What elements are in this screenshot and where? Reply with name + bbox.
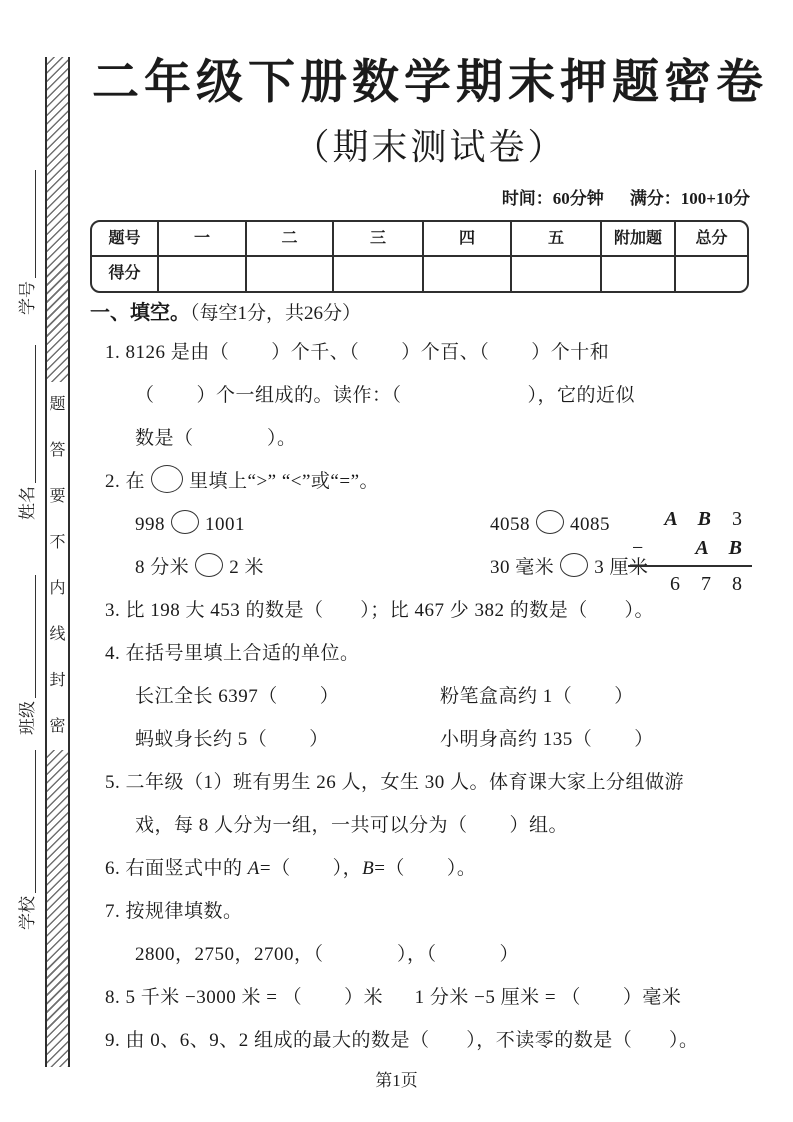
score-cell-empty <box>510 257 600 291</box>
question-text: =（ ）。 <box>374 858 477 879</box>
variable-b: B <box>362 858 375 879</box>
question-7-line-2 <box>90 933 770 976</box>
vform-digit: 3 <box>732 508 742 530</box>
seal-line-strip <box>45 57 70 1067</box>
seal-char: 封 <box>49 672 66 689</box>
question-text: 6. 右面竖式中的 <box>105 858 248 879</box>
section-note: （每空1分，共26分） <box>190 303 362 324</box>
score-table-header-cell: 总分 <box>674 222 747 257</box>
comparison-pair <box>490 546 649 589</box>
left-value: 30 毫米 <box>490 557 555 578</box>
question-list <box>90 331 770 1062</box>
question-4-line-3 <box>90 718 770 761</box>
class-label: 班级 <box>18 701 37 735</box>
question-text: 1. 8126 是由（ ）个千、（ ）个百、（ ）个十和 <box>105 342 610 363</box>
score-cell-empty <box>422 257 510 291</box>
question-text: 戏，每 8 人分为一组，一共可以分为（ ）组。 <box>135 815 569 836</box>
right-value: 3 厘米 <box>594 557 649 578</box>
seal-char: 密 <box>49 718 66 735</box>
question-text: 5. 二年级（1）班有男生 26 人，女生 30 人。体育课大家上分组做游 <box>105 772 685 793</box>
comparison-circle-blank <box>151 465 183 493</box>
page-number: 第1页 <box>375 1071 418 1090</box>
comparison-circle-blank <box>536 510 564 534</box>
question-text: 小明身高约 135（ ） <box>440 729 654 750</box>
right-value: 2 米 <box>229 557 265 578</box>
minus-sign: − <box>632 537 644 559</box>
hatch-pattern-bottom <box>47 750 68 1067</box>
question-text: 长江全长 6397（ ） <box>135 686 340 707</box>
seal-char: 题 <box>49 396 66 413</box>
class-field <box>14 575 40 735</box>
question-text: 4. 在括号里填上合适的单位。 <box>105 643 360 664</box>
score-table-header-cell: 五 <box>510 222 600 257</box>
seal-char: 不 <box>49 534 66 551</box>
question-text: 数是（ ）。 <box>135 428 297 449</box>
question-1-line-1 <box>90 331 770 374</box>
score-cell-empty <box>245 257 332 291</box>
question-text: 蚂蚁身长约 5（ ） <box>135 729 329 750</box>
vform-digits: 6 7 8 <box>670 573 742 595</box>
page-title: 二年级下册数学期末押题密卷 <box>92 57 768 109</box>
student-name-field <box>14 345 40 520</box>
comparison-circle-blank <box>195 553 223 577</box>
score-row-label: 得分 <box>108 265 141 282</box>
question-text: 9. 由 0、6、9、2 组成的最大的数是（ ），不读零的数是（ ）。 <box>105 1030 699 1051</box>
school-blank-line <box>35 750 36 893</box>
school-field <box>14 750 40 930</box>
left-value: 998 <box>135 514 165 535</box>
question-text: 2. 在 <box>105 471 146 492</box>
score-cell-empty <box>157 257 245 291</box>
score-cell-empty <box>332 257 422 291</box>
hatch-pattern-top <box>47 57 68 382</box>
question-1-line-3 <box>90 417 770 460</box>
student-id-label: 学号 <box>18 281 37 315</box>
seal-char: 内 <box>49 580 66 597</box>
seal-char: 答 <box>49 442 66 459</box>
score-cell-empty <box>600 257 674 291</box>
score-table-header-cell: 四 <box>422 222 510 257</box>
question-6-line-1 <box>90 847 770 890</box>
question-4-line-2 <box>90 675 770 718</box>
question-text: 3. 比 198 大 453 的数是（ ）；比 467 少 382 的数是（ ）。 <box>105 600 655 621</box>
section-title: 一、填空。 <box>90 302 190 324</box>
question-5-line-1 <box>90 761 770 804</box>
student-name-blank-line <box>35 345 36 483</box>
question-text: 2800，2750，2700，（ ），（ ） <box>135 944 520 965</box>
variable-a: A <box>247 858 260 879</box>
time-limit: 时间：60分钟 <box>501 189 604 208</box>
question-text: =（ ）， <box>259 858 363 879</box>
question-text: 7. 按规律填数。 <box>105 901 243 922</box>
student-name-label: 姓名 <box>18 486 37 520</box>
score-table <box>90 220 749 293</box>
score-table-header-cell: 题号 <box>92 222 157 257</box>
left-value: 8 分米 <box>135 557 190 578</box>
page-subtitle: （期末测试卷） <box>293 127 567 167</box>
vertical-arithmetic-form <box>628 505 752 599</box>
question-text: 里填上“>” “<”或“=”。 <box>189 471 380 492</box>
vform-row-subtrahend <box>628 534 752 567</box>
question-5-line-2 <box>90 804 770 847</box>
student-id-blank-line <box>35 170 36 278</box>
class-blank-line <box>35 575 36 698</box>
question-text: 8. 5 千米 −3000 米 = （ ）米 1 分米 −5 厘米 = （ ）毫米 <box>105 987 682 1008</box>
exam-meta <box>90 186 770 212</box>
comparison-pair <box>135 557 264 578</box>
section-heading <box>90 299 770 327</box>
comparison-circle-blank <box>171 510 199 534</box>
question-7-line-1 <box>90 890 770 933</box>
comparison-pair <box>135 514 245 535</box>
comparison-pair <box>490 503 610 546</box>
vform-letters: A B <box>695 537 742 559</box>
vform-row-top <box>628 505 752 534</box>
score-table-header-cell: 一 <box>157 222 245 257</box>
score-table-header-cell: 附加题 <box>600 222 674 257</box>
full-score: 满分：100+10分 <box>629 189 750 208</box>
vform-row-result <box>628 567 752 599</box>
question-9-line-1 <box>90 1019 770 1062</box>
comparison-circle-blank <box>560 553 588 577</box>
right-value: 1001 <box>205 514 245 535</box>
question-2-line-1 <box>90 460 770 503</box>
seal-char: 要 <box>49 488 66 505</box>
left-value: 4058 <box>490 514 530 535</box>
right-value: 4085 <box>570 514 610 535</box>
question-1-line-2 <box>90 374 770 417</box>
score-table-header-cell: 三 <box>332 222 422 257</box>
question-4-line-1 <box>90 632 770 675</box>
question-text: （ ）个一组成的。读作：（ ），它的近似 <box>135 385 636 406</box>
score-table-header-cell: 二 <box>245 222 332 257</box>
question-8-line-1 <box>90 976 770 1019</box>
vform-letters: A B <box>664 508 732 530</box>
main-content <box>90 0 770 1062</box>
question-text: 粉笔盒高约 1（ ） <box>440 686 634 707</box>
student-id-field <box>14 170 40 315</box>
school-label: 学校 <box>18 896 37 930</box>
seal-char: 线 <box>49 626 66 643</box>
score-cell-empty <box>674 257 747 291</box>
